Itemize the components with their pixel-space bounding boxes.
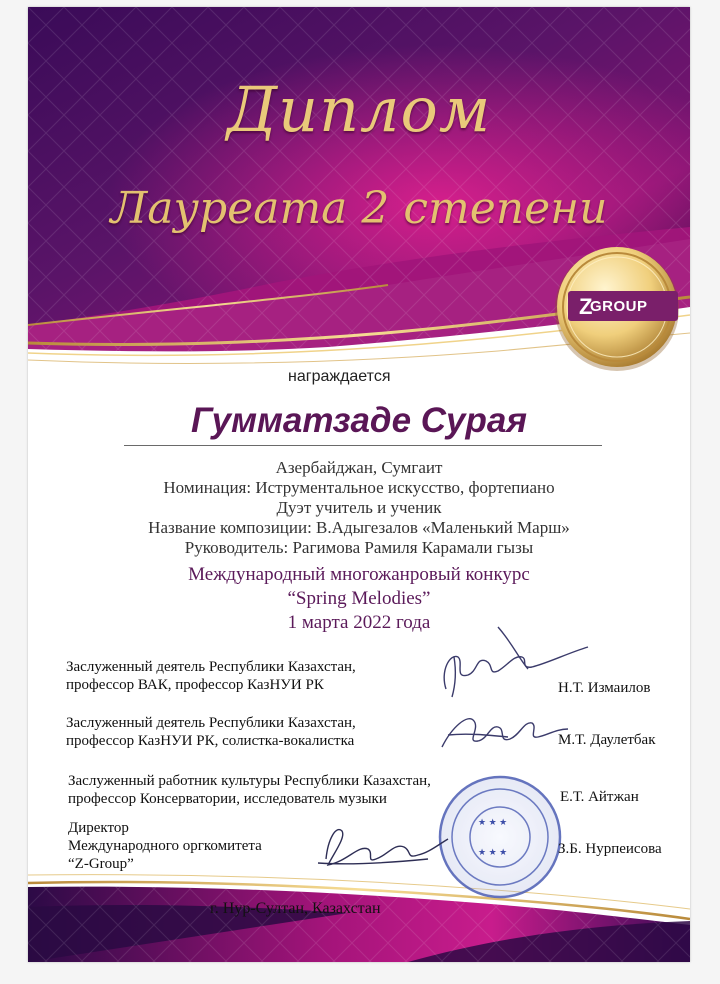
official-stamp: [440, 777, 560, 897]
signatory-1-role-line1: Заслуженный деятель Республики Казахстан,: [66, 659, 356, 675]
detail-composition: Название композиции: В.Адыгезалов «Маленький Марш»: [148, 518, 570, 537]
detail-supervisor: Руководитель: Рагимова Рамиля Карамали гызы: [184, 538, 534, 557]
signatory-4-role-line3: “Z-Group”: [68, 856, 134, 872]
recipient-name: Гумматзаде Сурая: [191, 401, 527, 440]
signatory-2-role: [66, 714, 356, 750]
issue-city: г. Нур-Султан, Казахстан: [210, 900, 381, 917]
signature-3: [318, 830, 448, 865]
signatory-3-name: Е.Т. Айтжан: [560, 789, 639, 805]
svg-text:★ ★ ★: ★ ★ ★: [478, 817, 508, 827]
signatory-3-role-line1: Заслуженный работник культуры Республики Казахстан,: [68, 773, 431, 789]
signatory-4-name: З.Б. Нурпеисова: [558, 841, 662, 857]
logo-z-letter: Z: [579, 294, 593, 319]
svg-text:★ ★ ★: ★ ★ ★: [478, 847, 508, 857]
detail-nomination: Номинация: Иструментальное искусство, фортепиано: [163, 478, 555, 497]
signatory-1-role: [66, 658, 356, 694]
signatory-1-name: Н.Т. Измаилов: [558, 680, 651, 696]
contest-name: Международный многожанровый конкурс: [188, 564, 530, 585]
contest-title: “Spring Melodies”: [287, 588, 431, 609]
signatory-4-role-line1: Директор: [68, 820, 129, 836]
detail-location: Азербайджан, Сумгаит: [275, 458, 443, 477]
signatory-4-role-line2: Международного оргкомитета: [68, 838, 262, 854]
diploma-subtitle: Лауреата 2 степени: [110, 183, 608, 234]
signatory-1-role-line2: профессор ВАК, профессор КазНУИ РК: [66, 677, 324, 693]
signature-2: [442, 719, 568, 747]
signatory-3-role: [68, 772, 431, 808]
name-underline: [124, 445, 602, 446]
signatory-2-name: М.Т. Даулетбак: [558, 732, 656, 748]
logo-text: GROUP: [590, 298, 648, 315]
contest-date: 1 марта 2022 года: [287, 612, 431, 633]
diploma-title: Диплом: [226, 73, 492, 146]
signatory-2-role-line2: профессор КазНУИ РК, солистка-вокалистка: [66, 733, 355, 749]
diploma-certificate: [28, 7, 690, 962]
awarded-label: награждается: [288, 368, 391, 385]
signatory-4-role: [68, 819, 262, 873]
signatory-3-role-line2: профессор Консерватории, исследователь музыки: [68, 791, 387, 807]
signatory-2-role-line1: Заслуженный деятель Республики Казахстан,: [66, 715, 356, 731]
detail-category: Дуэт учитель и ученик: [276, 498, 442, 517]
